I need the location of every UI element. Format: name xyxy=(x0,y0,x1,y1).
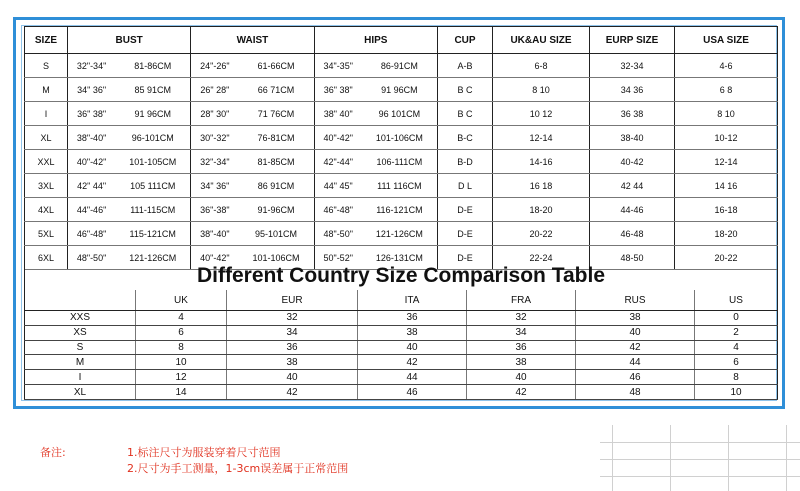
bust-inch-cell: 32"-34" xyxy=(68,54,116,78)
header-uk-au-size: UK&AU SIZE xyxy=(493,27,590,54)
waist-cm-cell: 95-101CM xyxy=(238,222,314,246)
eurp-size-cell: 36 38 xyxy=(590,102,675,126)
ita-cell: 46 xyxy=(358,385,467,400)
waist-cm-cell: 91-96CM xyxy=(238,198,314,222)
sheet-gridline xyxy=(600,459,800,460)
sheet-gridline xyxy=(600,442,800,443)
usa-size-cell: 10-12 xyxy=(675,126,778,150)
us-cell: 0 xyxy=(695,311,778,326)
bust-cm-cell: 111-115CM xyxy=(115,198,191,222)
size-label-cell: I xyxy=(25,370,136,385)
eur-cell: 32 xyxy=(227,311,358,326)
comparison-header-uk: UK xyxy=(136,290,227,311)
fra-cell: 32 xyxy=(467,311,576,326)
cup-cell: B C xyxy=(438,78,493,102)
hips-inch-cell: 38" 40" xyxy=(314,102,362,126)
size-label-cell: XL xyxy=(25,385,136,400)
size-cell: 4XL xyxy=(25,198,68,222)
note-line-1: 1.标注尺寸为服装穿着尺寸范围 xyxy=(127,446,281,459)
uk-cell: 4 xyxy=(136,311,227,326)
hips-cm-cell: 86-91CM xyxy=(362,54,438,78)
ita-cell: 42 xyxy=(358,355,467,370)
comparison-row xyxy=(25,340,778,355)
rus-cell: 38 xyxy=(576,311,695,326)
comparison-row xyxy=(25,385,778,400)
uk-cell: 6 xyxy=(136,325,227,340)
uk-cell: 14 xyxy=(136,385,227,400)
comparison-title: Different Country Size Comparison Table xyxy=(24,262,778,290)
eurp-size-cell: 40-42 xyxy=(590,150,675,174)
size-label-cell: XXS xyxy=(25,311,136,326)
fra-cell: 42 xyxy=(467,385,576,400)
ita-cell: 38 xyxy=(358,325,467,340)
bust-inch-cell: 46"-48" xyxy=(68,222,116,246)
uk-cell: 8 xyxy=(136,340,227,355)
uk-cell: 12 xyxy=(136,370,227,385)
hips-inch-cell: 48"-50" xyxy=(314,222,362,246)
usa-size-cell: 6 8 xyxy=(675,78,778,102)
hips-cm-cell: 91 96CM xyxy=(362,78,438,102)
hips-inch-cell: 44" 45" xyxy=(314,174,362,198)
uk-cell: 10 xyxy=(136,355,227,370)
rus-cell: 40 xyxy=(576,325,695,340)
waist-cm-cell: 86 91CM xyxy=(238,174,314,198)
hips-cm-cell: 126-131CM xyxy=(362,246,438,270)
eurp-size-cell: 48-50 xyxy=(590,246,675,270)
header-waist: WAIST xyxy=(191,27,314,54)
ita-cell: 40 xyxy=(358,340,467,355)
uk-au-size-cell: 20-22 xyxy=(493,222,590,246)
cup-cell: D-E xyxy=(438,198,493,222)
waist-inch-cell: 40"-42" xyxy=(191,246,239,270)
hips-inch-cell: 40"-42" xyxy=(314,126,362,150)
hips-inch-cell: 36" 38" xyxy=(314,78,362,102)
us-cell: 4 xyxy=(695,340,778,355)
size-row xyxy=(25,126,778,150)
bust-inch-cell: 42" 44" xyxy=(68,174,116,198)
cup-cell: A-B xyxy=(438,54,493,78)
size-chart-body xyxy=(25,54,778,270)
eurp-size-cell: 34 36 xyxy=(590,78,675,102)
hips-cm-cell: 106-111CM xyxy=(362,150,438,174)
ita-cell: 36 xyxy=(358,311,467,326)
size-cell: 3XL xyxy=(25,174,68,198)
ita-cell: 44 xyxy=(358,370,467,385)
usa-size-cell: 16-18 xyxy=(675,198,778,222)
header-cup: CUP xyxy=(438,27,493,54)
eurp-size-cell: 38-40 xyxy=(590,126,675,150)
fra-cell: 34 xyxy=(467,325,576,340)
eur-cell: 38 xyxy=(227,355,358,370)
sheet-gridline xyxy=(786,425,787,491)
rus-cell: 42 xyxy=(576,340,695,355)
sheet-gridline xyxy=(600,476,800,477)
sheet-gridline xyxy=(612,425,613,491)
size-row xyxy=(25,102,778,126)
waist-inch-cell: 26" 28" xyxy=(191,78,239,102)
hips-cm-cell: 101-106CM xyxy=(362,126,438,150)
waist-inch-cell: 36"-38" xyxy=(191,198,239,222)
size-label-cell: M xyxy=(25,355,136,370)
size-cell: XL xyxy=(25,126,68,150)
uk-au-size-cell: 12-14 xyxy=(493,126,590,150)
bust-cm-cell: 96-101CM xyxy=(115,126,191,150)
eurp-size-cell: 32-34 xyxy=(590,54,675,78)
comparison-row xyxy=(25,311,778,326)
usa-size-cell: 18-20 xyxy=(675,222,778,246)
comparison-header-rus: RUS xyxy=(576,290,695,311)
usa-size-cell: 12-14 xyxy=(675,150,778,174)
size-row xyxy=(25,174,778,198)
hips-inch-cell: 42"-44" xyxy=(314,150,362,174)
bust-inch-cell: 38"-40" xyxy=(68,126,116,150)
size-chart-header-row xyxy=(25,27,778,54)
header-hips: HIPS xyxy=(314,27,437,54)
bust-cm-cell: 105 111CM xyxy=(115,174,191,198)
fra-cell: 36 xyxy=(467,340,576,355)
bust-cm-cell: 121-126CM xyxy=(115,246,191,270)
country-comparison-table xyxy=(24,290,778,400)
us-cell: 6 xyxy=(695,355,778,370)
waist-cm-cell: 71 76CM xyxy=(238,102,314,126)
size-cell: 5XL xyxy=(25,222,68,246)
size-row xyxy=(25,54,778,78)
size-row xyxy=(25,198,778,222)
rus-cell: 44 xyxy=(576,355,695,370)
cup-cell: B-D xyxy=(438,150,493,174)
header-eurp-size: EURP SIZE xyxy=(590,27,675,54)
comparison-header-fra: FRA xyxy=(467,290,576,311)
bust-cm-cell: 115-121CM xyxy=(115,222,191,246)
uk-au-size-cell: 8 10 xyxy=(493,78,590,102)
bust-inch-cell: 48"-50" xyxy=(68,246,116,270)
waist-inch-cell: 30"-32" xyxy=(191,126,239,150)
bust-cm-cell: 101-105CM xyxy=(115,150,191,174)
size-row xyxy=(25,78,778,102)
comparison-header-row xyxy=(25,290,778,311)
waist-inch-cell: 34" 36" xyxy=(191,174,239,198)
size-cell: I xyxy=(25,102,68,126)
comparison-row xyxy=(25,370,778,385)
comparison-row xyxy=(25,325,778,340)
eur-cell: 34 xyxy=(227,325,358,340)
bust-cm-cell: 81-86CM xyxy=(115,54,191,78)
waist-cm-cell: 101-106CM xyxy=(238,246,314,270)
cup-cell: D-E xyxy=(438,246,493,270)
waist-inch-cell: 28" 30" xyxy=(191,102,239,126)
uk-au-size-cell: 14-16 xyxy=(493,150,590,174)
usa-size-cell: 8 10 xyxy=(675,102,778,126)
sheet-gridline xyxy=(728,425,729,491)
header-bust: BUST xyxy=(68,27,191,54)
hips-cm-cell: 121-126CM xyxy=(362,222,438,246)
cup-cell: B C xyxy=(438,102,493,126)
size-label-cell: S xyxy=(25,340,136,355)
us-cell: 8 xyxy=(695,370,778,385)
rus-cell: 46 xyxy=(576,370,695,385)
uk-au-size-cell: 22-24 xyxy=(493,246,590,270)
note-line-2: 2.尺寸为手工测量，1-3cm误差属于正常范围 xyxy=(127,462,349,475)
uk-au-size-cell: 16 18 xyxy=(493,174,590,198)
cup-cell: D L xyxy=(438,174,493,198)
cup-cell: D-E xyxy=(438,222,493,246)
size-label-cell: XS xyxy=(25,325,136,340)
size-cell: S xyxy=(25,54,68,78)
comparison-header-ita: ITA xyxy=(358,290,467,311)
bust-cm-cell: 85 91CM xyxy=(115,78,191,102)
cup-cell: B-C xyxy=(438,126,493,150)
usa-size-cell: 14 16 xyxy=(675,174,778,198)
waist-inch-cell: 24"-26" xyxy=(191,54,239,78)
hips-inch-cell: 50"-52" xyxy=(314,246,362,270)
fra-cell: 40 xyxy=(467,370,576,385)
uk-au-size-cell: 10 12 xyxy=(493,102,590,126)
usa-size-cell: 4-6 xyxy=(675,54,778,78)
eur-cell: 42 xyxy=(227,385,358,400)
us-cell: 10 xyxy=(695,385,778,400)
bust-cm-cell: 91 96CM xyxy=(115,102,191,126)
notes-label: 备注: xyxy=(40,446,66,459)
uk-au-size-cell: 6-8 xyxy=(493,54,590,78)
hips-inch-cell: 34"-35" xyxy=(314,54,362,78)
comparison-body xyxy=(25,311,778,400)
hips-cm-cell: 116-121CM xyxy=(362,198,438,222)
hips-inch-cell: 46"-48" xyxy=(314,198,362,222)
eur-cell: 40 xyxy=(227,370,358,385)
comparison-header-eur: EUR xyxy=(227,290,358,311)
waist-inch-cell: 32"-34" xyxy=(191,150,239,174)
hips-cm-cell: 111 116CM xyxy=(362,174,438,198)
bust-inch-cell: 34" 36" xyxy=(68,78,116,102)
comparison-header-size xyxy=(25,290,136,311)
header-size: SIZE xyxy=(25,27,68,54)
size-chart-table xyxy=(24,26,778,270)
size-cell: M xyxy=(25,78,68,102)
us-cell: 2 xyxy=(695,325,778,340)
bust-inch-cell: 40"-42" xyxy=(68,150,116,174)
waist-cm-cell: 66 71CM xyxy=(238,78,314,102)
comparison-row xyxy=(25,355,778,370)
header-usa-size: USA SIZE xyxy=(675,27,778,54)
waist-cm-cell: 61-66CM xyxy=(238,54,314,78)
size-row xyxy=(25,222,778,246)
fra-cell: 38 xyxy=(467,355,576,370)
size-cell: 6XL xyxy=(25,246,68,270)
bust-inch-cell: 44"-46" xyxy=(68,198,116,222)
sheet-gridline xyxy=(670,425,671,491)
eur-cell: 36 xyxy=(227,340,358,355)
uk-au-size-cell: 18-20 xyxy=(493,198,590,222)
eurp-size-cell: 42 44 xyxy=(590,174,675,198)
rus-cell: 48 xyxy=(576,385,695,400)
eurp-size-cell: 46-48 xyxy=(590,222,675,246)
comparison-header-us: US xyxy=(695,290,778,311)
waist-cm-cell: 76-81CM xyxy=(238,126,314,150)
usa-size-cell: 20-22 xyxy=(675,246,778,270)
eurp-size-cell: 44-46 xyxy=(590,198,675,222)
size-cell: XXL xyxy=(25,150,68,174)
bust-inch-cell: 36" 38" xyxy=(68,102,116,126)
hips-cm-cell: 96 101CM xyxy=(362,102,438,126)
waist-inch-cell: 38"-40" xyxy=(191,222,239,246)
size-row xyxy=(25,150,778,174)
waist-cm-cell: 81-85CM xyxy=(238,150,314,174)
